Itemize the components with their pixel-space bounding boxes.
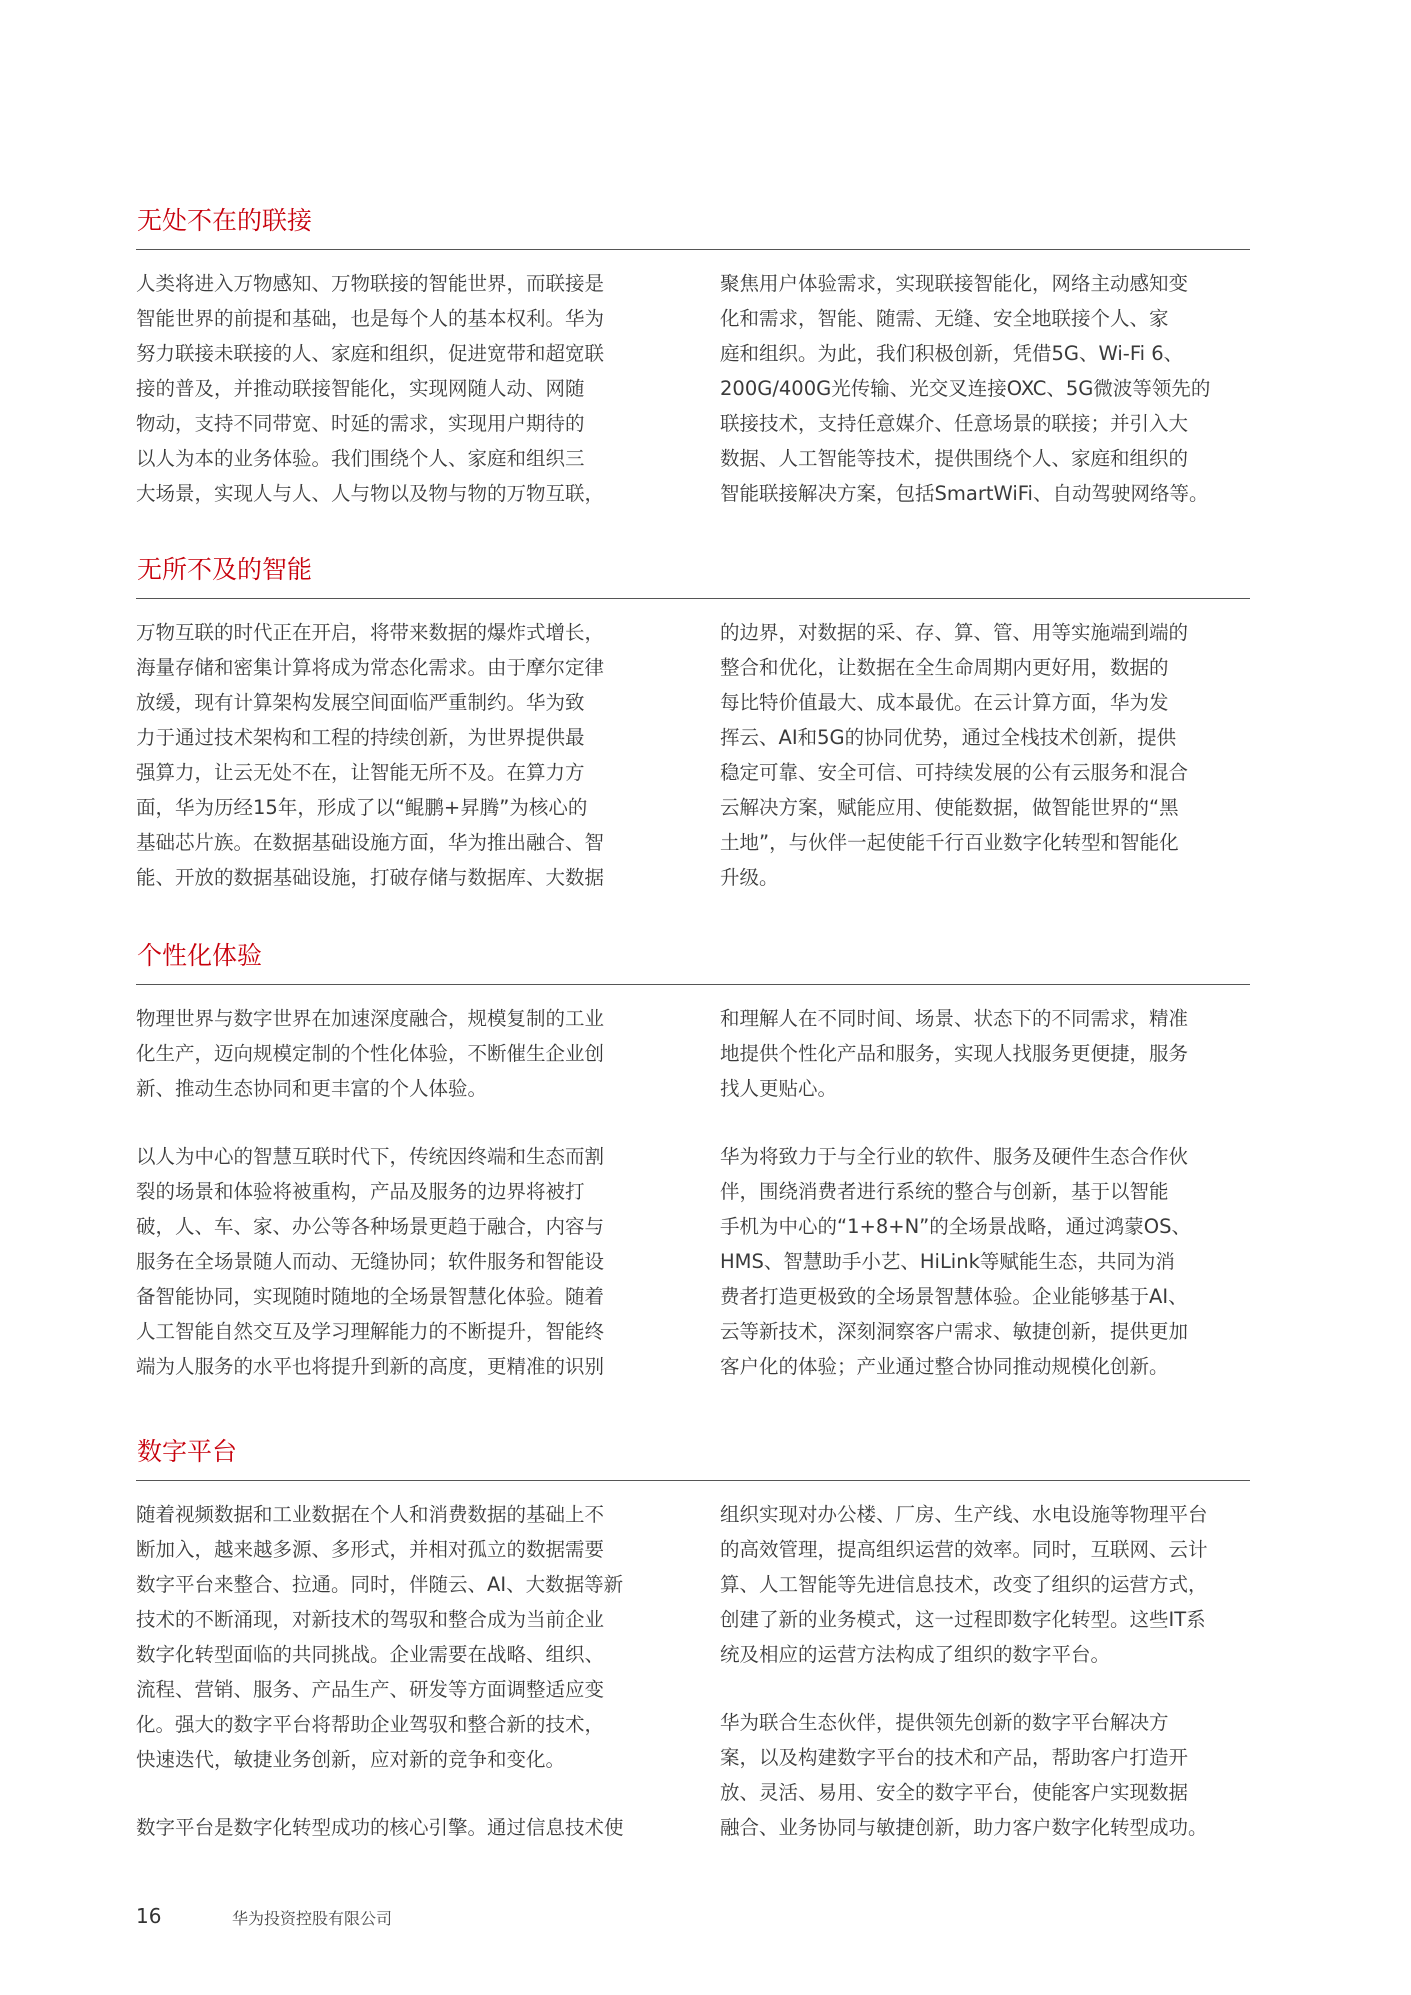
text-line: 客户化的体验；产业通过整合协同推动规模化创新。 (720, 1355, 1169, 1378)
section-personalized-experience (136, 940, 1250, 1378)
text-line: 整合和优化，让数据在全生命周期内更好用，数据的 (720, 656, 1169, 679)
text-line: 服务在全场景随人而动、无缝协同；软件服务和智能设 (136, 1250, 605, 1273)
text-line: 破，人、车、家、办公等各种场景更趋于融合，内容与 (136, 1215, 605, 1238)
text-line: 海量存储和密集计算将成为常态化需求。由于摩尔定律 (136, 656, 605, 679)
text-line: 接的普及，并推动联接智能化，实现网随人动、网随 (136, 377, 585, 400)
text-line: 每比特价值最大、成本最优。在云计算方面，华为发 (720, 691, 1169, 714)
paragraph (720, 1001, 1250, 1106)
text-line: 化和需求，智能、随需、无缝、安全地联接个人、家 (720, 307, 1169, 330)
text-line: 云解决方案，赋能应用、使能数据，做智能世界的“黑 (720, 796, 1179, 819)
section-divider (136, 249, 1250, 250)
paragraph-gap (720, 1672, 1250, 1705)
text-line: 大场景，实现人与人、人与物以及物与物的万物互联， (136, 482, 605, 505)
text-line: 人工智能自然交互及学习理解能力的不断提升，智能终 (136, 1320, 605, 1343)
paragraph (136, 1810, 666, 1845)
left-column (136, 615, 666, 895)
text-line: 强算力，让云无处不在，让智能无所不及。在算力方 (136, 761, 585, 784)
paragraph (136, 1139, 666, 1384)
text-line: 端为人服务的水平也将提升到新的高度，更精准的识别 (136, 1355, 605, 1378)
paragraph-gap (720, 1106, 1250, 1139)
paragraph (136, 266, 666, 511)
text-line: 努力联接未联接的人、家庭和组织，促进宽带和超宽联 (136, 342, 605, 365)
text-line: 的边界，对数据的采、存、算、管、用等实施端到端的 (720, 621, 1189, 644)
text-line: 庭和组织。为此，我们积极创新，凭借5G、Wi-Fi 6、 (720, 342, 1184, 365)
text-line: 算、人工智能等先进信息技术，改变了组织的运营方式， (720, 1573, 1208, 1596)
text-line: 备智能协同，实现随时随地的全场景智慧化体验。随着 (136, 1285, 605, 1308)
text-line: 200G/400G光传输、光交叉连接OXC、5G微波等领先的 (720, 377, 1211, 400)
text-line: 随着视频数据和工业数据在个人和消费数据的基础上不 (136, 1503, 605, 1526)
section-divider (136, 598, 1250, 599)
company-name: 华为投资控股有限公司 (232, 1909, 393, 1928)
text-line: 能、开放的数据基础设施，打破存储与数据库、大数据 (136, 866, 605, 889)
text-line: 数字平台来整合、拉通。同时，伴随云、AI、大数据等新 (136, 1573, 624, 1596)
paragraph (136, 1497, 666, 1777)
text-line: 断加入，越来越多源、多形式，并相对孤立的数据需要 (136, 1538, 605, 1561)
text-line: 化。强大的数字平台将帮助企业驾驭和整合新的技术， (136, 1713, 605, 1736)
text-line: 以人为本的业务体验。我们围绕个人、家庭和组织三 (136, 447, 585, 470)
section-title: 个性化体验 (137, 941, 263, 970)
text-line: 和理解人在不同时间、场景、状态下的不同需求，精准 (720, 1007, 1189, 1030)
text-line: 华为联合生态伙伴，提供领先创新的数字平台解决方 (720, 1711, 1169, 1734)
text-line: 面，华为历经15年，形成了以“鲲鹏+昇腾”为核心的 (136, 796, 588, 819)
text-line: 快速迭代，敏捷业务创新，应对新的竞争和变化。 (136, 1748, 566, 1771)
left-column (136, 1497, 666, 1845)
paragraph (720, 615, 1250, 895)
section-ubiquitous-connectivity (136, 205, 1250, 505)
text-line: 联接技术，支持任意媒介、任意场景的联接；并引入大 (720, 412, 1189, 435)
text-line: 物理世界与数字世界在加速深度融合，规模复制的工业 (136, 1007, 605, 1030)
text-line: 流程、营销、服务、产品生产、研发等方面调整适应变 (136, 1678, 605, 1701)
section-divider (136, 1480, 1250, 1481)
text-line: 人类将进入万物感知、万物联接的智能世界，而联接是 (136, 272, 605, 295)
page-number: 16 (136, 1904, 162, 1928)
paragraph (720, 1497, 1250, 1672)
text-line: 云等新技术，深刻洞察客户需求、敏捷创新，提供更加 (720, 1320, 1189, 1343)
text-line: 统及相应的运营方法构成了组织的数字平台。 (720, 1643, 1111, 1666)
text-line: 化生产，迈向规模定制的个性化体验，不断催生企业创 (136, 1042, 605, 1065)
text-line: 伴，围绕消费者进行系统的整合与创新，基于以智能 (720, 1180, 1169, 1203)
section-title: 无所不及的智能 (137, 555, 313, 584)
right-column (720, 266, 1250, 511)
right-column (720, 1497, 1250, 1845)
text-line: 以人为中心的智慧互联时代下，传统因终端和生态而割 (136, 1145, 605, 1168)
paragraph (136, 615, 666, 895)
text-line: 力于通过技术架构和工程的持续创新，为世界提供最 (136, 726, 585, 749)
paragraph (720, 1705, 1250, 1845)
paragraph-gap (136, 1777, 666, 1810)
left-column (136, 1001, 666, 1384)
text-line: 创建了新的业务模式，这一过程即数字化转型。这些IT系 (720, 1608, 1206, 1631)
section-digital-platform (136, 1436, 1250, 1839)
left-column (136, 266, 666, 511)
section-divider (136, 984, 1250, 985)
text-line: 找人更贴心。 (720, 1077, 838, 1100)
section-title: 无处不在的联接 (137, 206, 313, 235)
text-line: 基础芯片族。在数据基础设施方面，华为推出融合、智 (136, 831, 605, 854)
section-title: 数字平台 (137, 1437, 238, 1466)
text-line: 物动，支持不同带宽、时延的需求，实现用户期待的 (136, 412, 585, 435)
text-line: 新、推动生态协同和更丰富的个人体验。 (136, 1077, 488, 1100)
right-column (720, 1001, 1250, 1384)
text-line: 聚焦用户体验需求，实现联接智能化，网络主动感知变 (720, 272, 1189, 295)
text-line: 案，以及构建数字平台的技术和产品，帮助客户打造开 (720, 1746, 1189, 1769)
text-line: 技术的不断涌现，对新技术的驾驭和整合成为当前企业 (136, 1608, 605, 1631)
paragraph (720, 266, 1250, 511)
text-line: 数字化转型面临的共同挑战。企业需要在战略、组织、 (136, 1643, 605, 1666)
section-pervasive-intelligence (136, 554, 1250, 889)
text-line: 挥云、AI和5G的协同优势，通过全栈技术创新，提供 (720, 726, 1177, 749)
text-line: 组织实现对办公楼、厂房、生产线、水电设施等物理平台 (720, 1503, 1208, 1526)
text-line: 的高效管理，提高组织运营的效率。同时，互联网、云计 (720, 1538, 1208, 1561)
text-line: 手机为中心的“1+8+N”的全场景战略，通过鸿蒙OS、 (720, 1215, 1192, 1238)
text-line: 地提供个性化产品和服务，实现人找服务更便捷，服务 (720, 1042, 1189, 1065)
paragraph (720, 1139, 1250, 1384)
text-line: 智能世界的前提和基础，也是每个人的基本权利。华为 (136, 307, 605, 330)
text-line: 裂的场景和体验将被重构，产品及服务的边界将被打 (136, 1180, 585, 1203)
text-line: 华为将致力于与全行业的软件、服务及硬件生态合作伙 (720, 1145, 1189, 1168)
right-column (720, 615, 1250, 895)
text-line: 智能联接解决方案，包括SmartWiFi、自动驾驶网络等。 (720, 482, 1209, 505)
text-line: 放、灵活、易用、安全的数字平台，使能客户实现数据 (720, 1781, 1189, 1804)
text-line: 费者打造更极致的全场景智慧体验。企业能够基于AI、 (720, 1285, 1188, 1308)
text-line: 升级。 (720, 866, 779, 889)
paragraph-gap (136, 1106, 666, 1139)
text-line: 融合、业务协同与敏捷创新，助力客户数字化转型成功。 (720, 1816, 1208, 1839)
text-line: 土地”，与伙伴一起使能千行百业数字化转型和智能化 (720, 831, 1179, 854)
text-line: 数字平台是数字化转型成功的核心引擎。通过信息技术使 (136, 1816, 624, 1839)
text-line: 放缓，现有计算架构发展空间面临严重制约。华为致 (136, 691, 585, 714)
text-line: 万物互联的时代正在开启，将带来数据的爆炸式增长， (136, 621, 605, 644)
paragraph (136, 1001, 666, 1106)
text-line: HMS、智慧助手小艺、HiLink等赋能生态，共同为消 (720, 1250, 1175, 1273)
text-line: 稳定可靠、安全可信、可持续发展的公有云服务和混合 (720, 761, 1189, 784)
text-line: 数据、人工智能等技术，提供围绕个人、家庭和组织的 (720, 447, 1189, 470)
